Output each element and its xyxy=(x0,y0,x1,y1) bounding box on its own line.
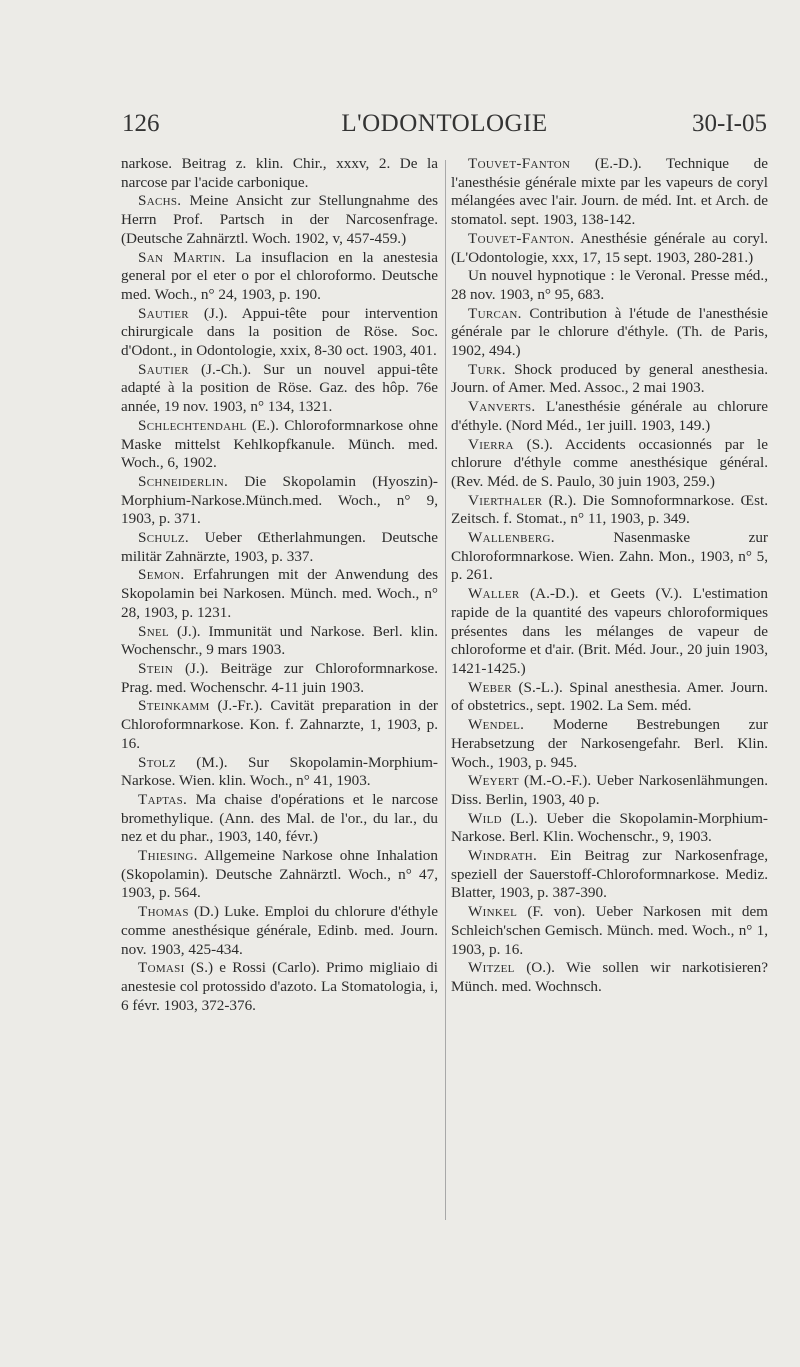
entry-text: (M.-O.-F.). Ueber Narkosenlähmungen. Diss. Berlin, 1903, 40 p. xyxy=(451,772,768,808)
entry-author: Thomas xyxy=(138,903,189,921)
entry-text: (F. von). Ueber Narkosen mit dem Schleich'schen Gemisch. Münch. med. Woch., n° 1, 1903, p. 16. xyxy=(451,903,768,958)
entry-text: Contribution à l'étude de l'anesthésie générale par le chlorure d'éthyle. (Th. de Paris, 1902, 494.) xyxy=(451,304,768,360)
entry-text: Meine Ansicht zur Stellungnahme des Herrn Prof. Partsch in der Narcosenfrage. (Deutsche Zahnärztl. Woch. 1902, v, 457-459.) xyxy=(121,192,438,247)
bibliography-entry xyxy=(121,529,438,566)
entry-text: Ueber Œtherlahmungen. Deutsche militär Zahnärzte, 1903, p. 337. xyxy=(121,529,438,565)
entry-text: Moderne Bestrebungen zur Herabsetzung der Narkosengefahr. Berl. Klin. Woch., 1903, p. 945. xyxy=(451,716,768,771)
entry-text: Nasenmaske zur Chloroformnarkose. Wien. Zahn. Mon., 1903, n° 5, p. 261. xyxy=(451,529,768,584)
entry-author: Wendel. xyxy=(468,716,525,734)
entry-text: (L.). Ueber die Skopolamin-Morphium-Narkose. Berl. Klin. Wochenschr., 9, 1903. xyxy=(451,809,768,846)
entry-author: San Martin. xyxy=(138,248,226,266)
page-number: 126 xyxy=(122,110,160,137)
entry-text: Allgemeine Narkose ohne Inhalation (Skopolamin). Deutsche Zahnärztl. Woch., n° 47, 1903, p. 564. xyxy=(121,847,438,902)
entry-author: Steinkamm xyxy=(138,697,210,715)
entry-text: (J.). Appui-tête pour intervention chirurgicale dans la position de Röse. Soc. d'Odont., in Odontologie, xxix, 8-30 oct. 1903, 401. xyxy=(121,304,438,360)
entry-author: Windrath. xyxy=(468,847,538,865)
entry-author: Winkel xyxy=(468,903,518,921)
page-header xyxy=(122,110,767,150)
entry-text: (M.). Sur Skopolamin-Morphium-Narkose. Wien. klin. Woch., n° 41, 1903. xyxy=(121,753,438,790)
entry-author: Touvet-Fanton. xyxy=(468,229,575,247)
bibliography-entry xyxy=(451,772,768,809)
entry-text: La insuflacion en la anestesia general por el eter o por el chloroformo. Deutsche med. Woch., n° 24, 1903, p. 190. xyxy=(121,248,438,303)
bibliography-entry xyxy=(121,847,438,903)
bibliography-entry xyxy=(121,361,438,417)
left-column xyxy=(121,155,438,1015)
entry-author: Turcan. xyxy=(468,304,522,322)
bibliography-entry xyxy=(451,436,768,492)
bibliography-entry xyxy=(451,810,768,847)
entry-text: (A.-D.). et Geets (V.). L'estimation rapide de la quantité des vapeurs chloroformiques présentes dans les mélanges de vapeur de chloroforme et d'air. (Brit. Méd. Jour., 20 juin 1903, 1421-1425.) xyxy=(451,585,768,677)
entry-author: Wallenberg. xyxy=(468,529,555,547)
bibliography-entry xyxy=(121,903,438,959)
bibliography-entry xyxy=(451,679,768,716)
bibliography-entry xyxy=(121,959,438,1015)
bibliography-entry xyxy=(121,155,438,192)
entry-author: Sautier xyxy=(138,360,189,378)
right-column xyxy=(451,155,768,997)
entry-author: Vierra xyxy=(468,435,514,453)
entry-author: Stolz xyxy=(138,753,176,771)
entry-author: Stein xyxy=(138,659,173,677)
entry-author: Wild xyxy=(468,809,502,827)
entry-author: Witzel xyxy=(468,959,515,977)
bibliography-entry xyxy=(451,492,768,529)
entry-author: Touvet-Fanton xyxy=(468,155,571,172)
entry-author: Taptas. xyxy=(138,790,188,808)
journal-title: L'ODONTOLOGIE xyxy=(341,110,548,137)
bibliography-entry xyxy=(451,903,768,959)
entry-text: (S.). Accidents occasionnés par le chlorure d'éthyle comme anesthésique général. (Rev. Méd. de S. Paulo, 30 juin 1903, 259.) xyxy=(451,435,768,490)
entry-author: Weyert xyxy=(468,772,519,790)
entry-text: (O.). Wie sollen wir narkotisieren? Münch. med. Wochnsch. xyxy=(451,959,768,995)
entry-text: Die Skopolamin (Hyoszin)-Morphium-Narkose.Münch.med. Woch., n° 9, 1903, p. 371. xyxy=(121,472,438,528)
entry-text: (S.-L.). Spinal anesthesia. Amer. Journ. of obstetrics., sept. 1902. La Sem. méd. xyxy=(451,678,768,715)
entry-author: Waller xyxy=(468,585,520,603)
bibliography-entry xyxy=(451,847,768,903)
entry-author: Snel xyxy=(138,622,170,640)
entry-text: (J.-Ch.). Sur un nouvel appui-tête adapté à la position de Röse. Gaz. des hôp. 76e année, 19 nov. 1903, n° 134, 1321. xyxy=(121,360,438,416)
bibliography-entry xyxy=(451,155,768,230)
bibliography-entry xyxy=(121,623,438,660)
entry-author: Vierthaler xyxy=(468,491,543,509)
entry-text: narkose. Beitrag z. klin. Chir., xxxv, 2. De la narcose par l'acide carbonique. xyxy=(121,155,438,191)
entry-author: Thiesing. xyxy=(138,847,198,865)
bibliography-entry xyxy=(451,267,768,304)
entry-text: (J.). Beiträge zur Chloroformnarkose. Prag. med. Wochenschr. 4-11 juin 1903. xyxy=(121,659,438,696)
entry-author: Tomasi xyxy=(138,959,185,977)
bibliography-entry xyxy=(121,192,438,248)
entry-text: Erfahrungen mit der Anwendung des Skopolamin bei Narkosen. Münch. med. Woch., n° 28, 1903, p. 1231. xyxy=(121,566,438,621)
entry-author: Semon. xyxy=(138,566,185,584)
entry-text: (E.). Chloroformnarkose ohne Maske mittelst Kehlkopfkanule. Münch. med. Woch., 6, 1902. xyxy=(121,416,438,472)
entry-author: Schneiderlin. xyxy=(138,472,229,490)
entry-text: Anesthésie générale au coryl. (L'Odontologie, xxx, 17, 15 sept. 1903, 280-281.) xyxy=(451,229,768,266)
bibliography-entry xyxy=(121,305,438,361)
entry-text: Ma chaise d'opérations et le narcose bromethylique. (Ann. des Mal. de l'or., du lar., du nez et du phar., 1903, 140, févr.) xyxy=(121,790,438,846)
bibliography-entry xyxy=(121,249,438,305)
entry-author: Schlechtendahl xyxy=(138,416,247,434)
bibliography-entry xyxy=(121,660,438,697)
entry-author: Turk. xyxy=(468,360,506,378)
bibliography-entry xyxy=(121,566,438,622)
entry-author: Sautier xyxy=(138,304,189,322)
bibliography-entry xyxy=(121,473,438,529)
entry-text: (D.) Luke. Emploi du chlorure d'éthyle comme anesthésique générale, Edinb. med. Journ. nov. 1903, 425-434. xyxy=(121,903,438,958)
entry-text: L'anesthésie générale au chlorure d'éthyle. (Nord Méd., 1er juill. 1903, 149.) xyxy=(451,398,768,434)
entry-author: Sachs. xyxy=(138,192,182,210)
entry-author: Schulz. xyxy=(138,529,190,547)
entry-author: Vanverts. xyxy=(468,398,536,416)
bibliography-entry xyxy=(121,697,438,753)
entry-text: (S.) e Rossi (Carlo). Primo migliaio di anestesie col protossido d'azoto. La Stomatologia, i, 6 févr. 1903, 372-376. xyxy=(121,959,438,1014)
entry-text: (R.). Die Somnoformnarkose. Œst. Zeitsch. f. Stomat., n° 11, 1903, p. 349. xyxy=(451,491,768,528)
entry-text: Ein Beitrag zur Narkosenfrage, speziell der Sauerstoff-Chloroformnarkose. Mediz. Blatter, 1903, p. 387-390. xyxy=(451,847,768,902)
entry-text: (E.-D.). Technique de l'anesthésie générale mixte par les vapeurs de coryl mélangées avec l'air. Journ. de méd. Int. et Arch. de stomatol. sept. 1903, 138-142. xyxy=(451,155,768,229)
bibliography-entry xyxy=(121,791,438,847)
bibliography-entry xyxy=(451,230,768,267)
bibliography-entry xyxy=(451,585,768,679)
bibliography-entry xyxy=(451,361,768,398)
bibliography-entry xyxy=(451,305,768,361)
bibliography-entry xyxy=(451,716,768,772)
bibliography-entry xyxy=(121,754,438,791)
entry-text: (J.). Immunität und Narkose. Berl. klin. Wochenschr., 9 mars 1903. xyxy=(121,622,438,659)
bibliography-entry xyxy=(121,417,438,473)
bibliography-entry xyxy=(451,959,768,996)
entry-author: Weber xyxy=(468,678,512,696)
entry-text: Shock produced by general anesthesia. Journ. of Amer. Med. Assoc., 2 mai 1903. xyxy=(451,360,768,397)
bibliography-entry xyxy=(451,529,768,585)
entry-text: (J.-Fr.). Cavität preparation in der Chloroformnarkose. Kon. f. Zahnarzte, 1, 1903, p. 16. xyxy=(121,697,438,752)
bibliography-entry xyxy=(451,398,768,435)
issue-date: 30-I-05 xyxy=(692,110,767,137)
entry-text: Un nouvel hypnotique : le Veronal. Presse méd., 28 nov. 1903, n° 95, 683. xyxy=(451,267,768,303)
